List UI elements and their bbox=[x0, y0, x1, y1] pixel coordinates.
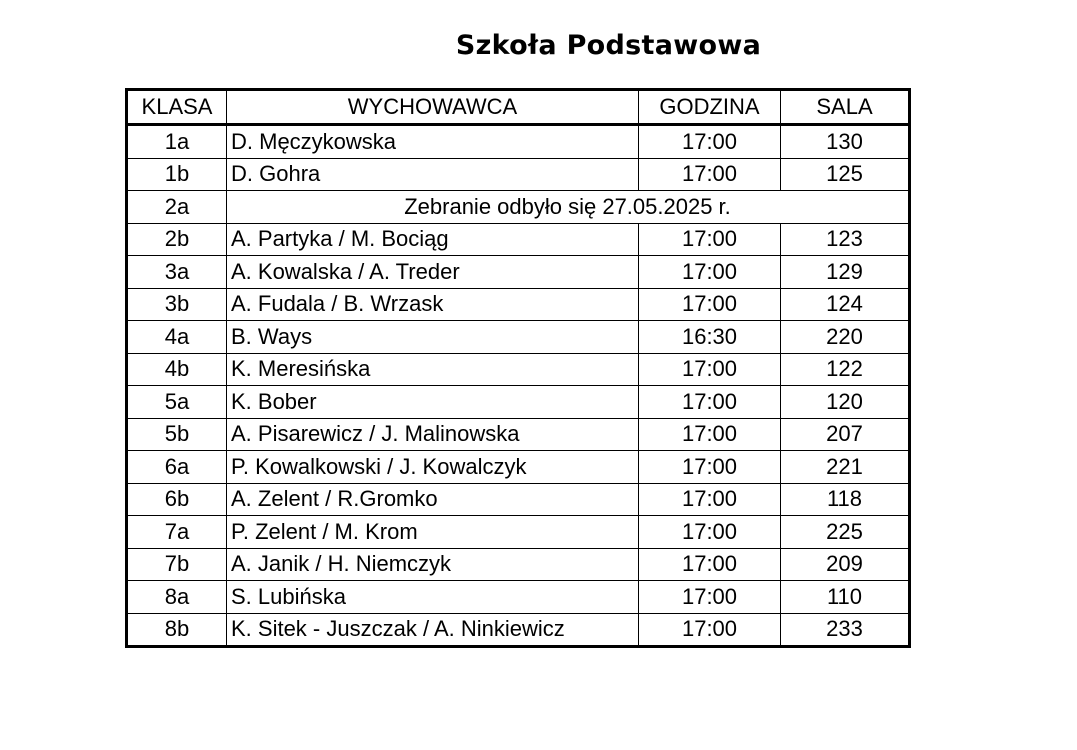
meeting-schedule-table bbox=[125, 88, 911, 648]
cell-klasa: 2b bbox=[127, 223, 227, 256]
cell-sala: 130 bbox=[781, 125, 910, 159]
cell-godzina: 16:30 bbox=[639, 321, 781, 354]
table-row bbox=[127, 158, 910, 191]
cell-wychowawca: K. Bober bbox=[227, 386, 639, 419]
table-row bbox=[127, 256, 910, 289]
cell-wychowawca: K. Sitek - Juszczak / A. Ninkiewicz bbox=[227, 613, 639, 647]
table-row bbox=[127, 125, 910, 159]
table-row bbox=[127, 223, 910, 256]
table-row bbox=[127, 191, 910, 224]
cell-wychowawca: B. Ways bbox=[227, 321, 639, 354]
table-row bbox=[127, 613, 910, 647]
cell-sala: 122 bbox=[781, 353, 910, 386]
cell-sala: 120 bbox=[781, 386, 910, 419]
cell-wychowawca: P. Zelent / M. Krom bbox=[227, 516, 639, 549]
cell-godzina: 17:00 bbox=[639, 451, 781, 484]
cell-wychowawca: A. Pisarewicz / J. Malinowska bbox=[227, 418, 639, 451]
cell-meeting-note: Zebranie odbyło się 27.05.2025 r. bbox=[227, 191, 910, 224]
cell-godzina: 17:00 bbox=[639, 256, 781, 289]
cell-klasa: 8a bbox=[127, 581, 227, 614]
cell-godzina: 17:00 bbox=[639, 125, 781, 159]
cell-wychowawca: K. Meresińska bbox=[227, 353, 639, 386]
cell-klasa: 1b bbox=[127, 158, 227, 191]
table-header-row bbox=[127, 90, 910, 125]
cell-sala: 220 bbox=[781, 321, 910, 354]
cell-sala: 118 bbox=[781, 483, 910, 516]
cell-klasa: 3a bbox=[127, 256, 227, 289]
table-row bbox=[127, 288, 910, 321]
cell-godzina: 17:00 bbox=[639, 288, 781, 321]
cell-wychowawca: A. Zelent / R.Gromko bbox=[227, 483, 639, 516]
cell-sala: 123 bbox=[781, 223, 910, 256]
table-row bbox=[127, 418, 910, 451]
cell-sala: 209 bbox=[781, 548, 910, 581]
cell-godzina: 17:00 bbox=[639, 516, 781, 549]
header-sala: SALA bbox=[781, 90, 910, 125]
table-row bbox=[127, 581, 910, 614]
cell-klasa: 7b bbox=[127, 548, 227, 581]
cell-klasa: 8b bbox=[127, 613, 227, 647]
cell-godzina: 17:00 bbox=[639, 158, 781, 191]
cell-sala: 125 bbox=[781, 158, 910, 191]
cell-sala: 207 bbox=[781, 418, 910, 451]
table-row bbox=[127, 321, 910, 354]
cell-sala: 129 bbox=[781, 256, 910, 289]
table-row bbox=[127, 516, 910, 549]
cell-wychowawca: D. Męczykowska bbox=[227, 125, 639, 159]
cell-klasa: 1a bbox=[127, 125, 227, 159]
cell-godzina: 17:00 bbox=[639, 483, 781, 516]
header-godzina: GODZINA bbox=[639, 90, 781, 125]
cell-sala: 110 bbox=[781, 581, 910, 614]
header-wychowawca: WYCHOWAWCA bbox=[227, 90, 639, 125]
cell-wychowawca: A. Kowalska / A. Treder bbox=[227, 256, 639, 289]
cell-klasa: 4a bbox=[127, 321, 227, 354]
cell-wychowawca: A. Janik / H. Niemczyk bbox=[227, 548, 639, 581]
table-row bbox=[127, 483, 910, 516]
table-row bbox=[127, 548, 910, 581]
cell-godzina: 17:00 bbox=[639, 581, 781, 614]
cell-godzina: 17:00 bbox=[639, 386, 781, 419]
cell-klasa: 3b bbox=[127, 288, 227, 321]
cell-klasa: 2a bbox=[127, 191, 227, 224]
cell-godzina: 17:00 bbox=[639, 223, 781, 256]
cell-wychowawca: A. Fudala / B. Wrzask bbox=[227, 288, 639, 321]
cell-klasa: 6a bbox=[127, 451, 227, 484]
header-klasa: KLASA bbox=[127, 90, 227, 125]
cell-klasa: 5b bbox=[127, 418, 227, 451]
table-row bbox=[127, 386, 910, 419]
page-title: Szkoła Podstawowa bbox=[455, 30, 762, 61]
cell-sala: 225 bbox=[781, 516, 910, 549]
cell-sala: 124 bbox=[781, 288, 910, 321]
cell-wychowawca: A. Partyka / M. Bociąg bbox=[227, 223, 639, 256]
cell-klasa: 7a bbox=[127, 516, 227, 549]
cell-godzina: 17:00 bbox=[639, 353, 781, 386]
cell-klasa: 6b bbox=[127, 483, 227, 516]
cell-wychowawca: D. Gohra bbox=[227, 158, 639, 191]
cell-klasa: 5a bbox=[127, 386, 227, 419]
cell-wychowawca: P. Kowalkowski / J. Kowalczyk bbox=[227, 451, 639, 484]
cell-klasa: 4b bbox=[127, 353, 227, 386]
table-row bbox=[127, 451, 910, 484]
cell-godzina: 17:00 bbox=[639, 613, 781, 647]
cell-godzina: 17:00 bbox=[639, 548, 781, 581]
cell-wychowawca: S. Lubińska bbox=[227, 581, 639, 614]
cell-godzina: 17:00 bbox=[639, 418, 781, 451]
cell-sala: 233 bbox=[781, 613, 910, 647]
cell-sala: 221 bbox=[781, 451, 910, 484]
table-row bbox=[127, 353, 910, 386]
table-body bbox=[127, 125, 910, 647]
